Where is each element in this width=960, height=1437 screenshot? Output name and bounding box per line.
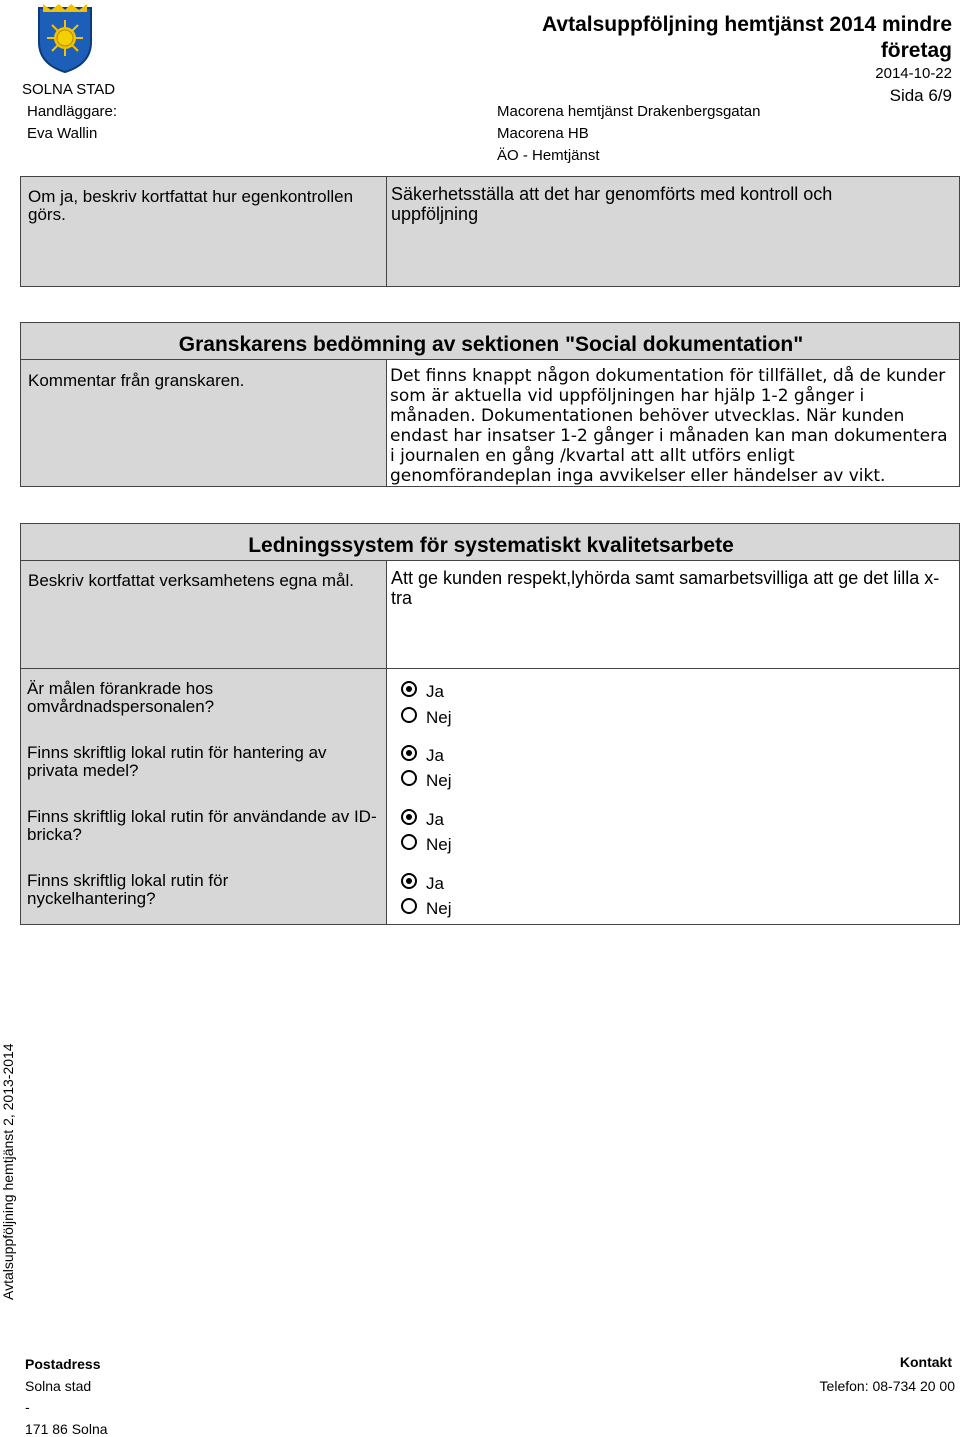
goal-text-cell (386, 560, 960, 669)
radio-yes[interactable] (401, 809, 417, 825)
egenkontroll-answer-cell (386, 176, 960, 287)
radio-no[interactable] (401, 898, 417, 914)
radio-no[interactable] (401, 834, 417, 850)
goal-label-cell (20, 560, 387, 669)
solna-coat-of-arms (37, 2, 93, 74)
goal-text: Att ge kunden respekt,lyhörda samt samarbetsvilliga att ge det lilla x-tra (391, 568, 940, 608)
radio-yes-label: Ja (426, 746, 444, 765)
vertical-form-name: Avtalsuppföljning hemtjänst 2, 2013-2014 (0, 1043, 16, 1300)
footer-postadress-2: - (25, 1399, 30, 1415)
provider-company: Macorena HB (497, 125, 589, 142)
footer-postadress-1: Solna stad (25, 1378, 92, 1394)
footer-postadress-3: 171 86 Solna (25, 1421, 108, 1437)
social-label-cell (20, 359, 387, 487)
radio-yes-label: Ja (426, 874, 444, 893)
radio-no[interactable] (401, 770, 417, 786)
social-comment: Det finns knappt någon dokumentation för tillfället, då de kunder som är aktuella vid uppföljningen har hjälp 1-2 gånger i månaden. Dokumentationen behöver utvecklas. När kunden endast har insatser 1-2 gånger i månaden kan man dokumentera i journalen en gång /kvartal att allt utförs enligt genomförandeplan inga avvikelser eller händelser av vikt. (390, 366, 948, 486)
questions-answer-cell (386, 668, 960, 925)
ledning-heading: Ledningssystem för systematiskt kvalitetsarbete (248, 534, 734, 557)
social-comment-label: Kommentar från granskaren. (28, 371, 245, 390)
page-number: Sida 6/9 (889, 86, 952, 105)
footer-kontakt-label: Kontakt (899, 1354, 952, 1370)
social-comment-cell (386, 359, 960, 487)
social-heading: Granskarens bedömning av sektionen "Social dokumentation" (178, 333, 804, 356)
question-label: Finns skriftlig lokal rutin för nyckelhantering? (27, 871, 229, 908)
radio-yes-label: Ja (426, 682, 444, 701)
radio-yes[interactable] (401, 745, 417, 761)
radio-no-label: Nej (426, 835, 452, 854)
org-name: SOLNA STAD (22, 81, 116, 98)
radio-yes[interactable] (401, 873, 417, 889)
social-heading-bar (20, 322, 960, 360)
document-title: Avtalsuppföljning hemtjänst 2014 mindre företag (542, 13, 952, 62)
goal-label: Beskriv kortfattat verksamhetens egna mål. (28, 571, 354, 590)
document-date: 2014-10-22 (875, 65, 952, 82)
radio-yes-label: Ja (426, 810, 444, 829)
footer-postadress-label: Postadress (25, 1356, 101, 1372)
radio-no-label: Nej (426, 708, 452, 727)
egenkontroll-label-cell (20, 176, 387, 287)
provider-unit: Macorena hemtjänst Drakenbergsgatan (497, 103, 761, 120)
radio-no-label: Nej (426, 771, 452, 790)
egenkontroll-answer: Säkerhetsställa att det har genomförts med kontroll och uppföljning (391, 184, 833, 224)
handlaggare-name: Eva Wallin (27, 125, 98, 142)
ledning-heading-bar (20, 523, 960, 561)
radio-no[interactable] (401, 707, 417, 723)
provider-area: ÄO - Hemtjänst (497, 147, 600, 164)
radio-no-label: Nej (426, 899, 452, 918)
question-label: Är målen förankrade hos omvårdnadspersonalen? (27, 679, 215, 716)
question-label: Finns skriftlig lokal rutin för hantering av privata medel? (27, 743, 327, 780)
handlaggare-label: Handläggare: (27, 103, 118, 120)
question-label: Finns skriftlig lokal rutin för användande av ID-bricka? (27, 807, 377, 844)
radio-yes[interactable] (401, 681, 417, 697)
egenkontroll-question: Om ja, beskriv kortfattat hur egenkontrollen görs. (28, 187, 354, 224)
footer-telefon: Telefon: 08-734 20 00 (819, 1378, 955, 1394)
